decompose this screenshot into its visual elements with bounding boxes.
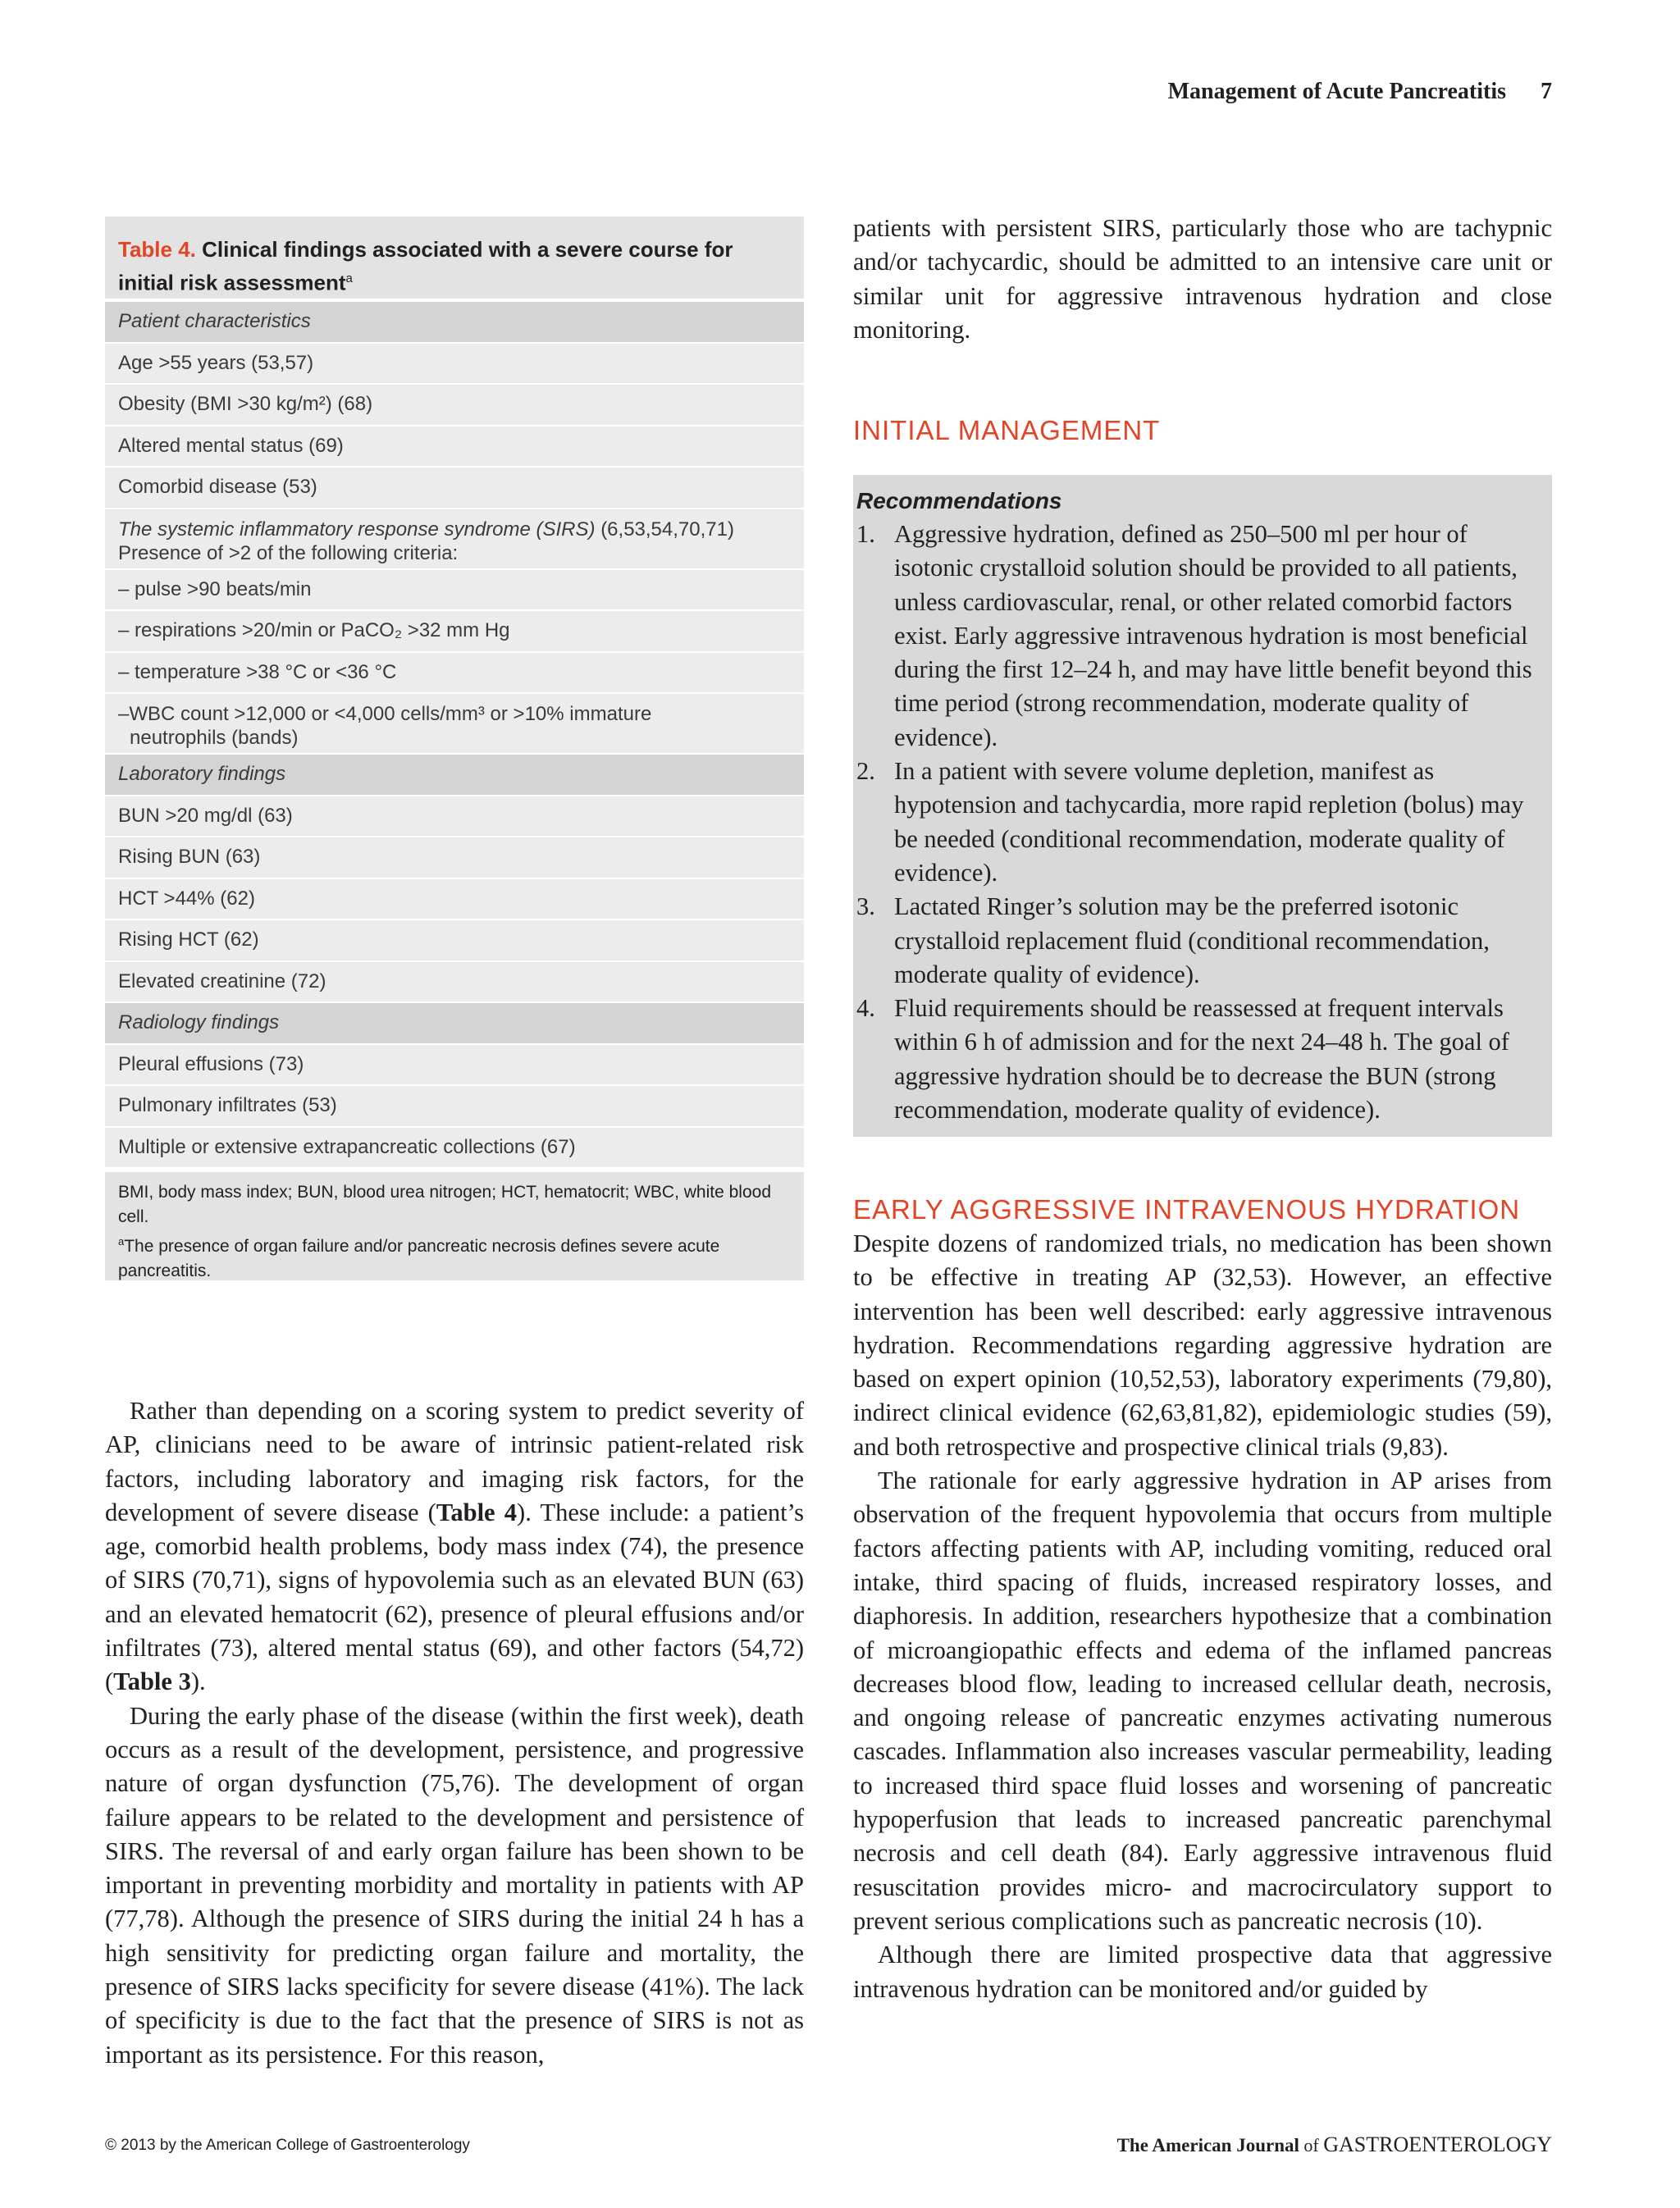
table-caption-text: Clinical findings associated with a severe course for initial risk assessment — [118, 237, 733, 295]
item-text: In a patient with severe volume depletion, manifest as hypotension and tachycardia, more rapid repletion (bolus) may be needed (conditional recommendation, moderate quality of evidence). — [894, 757, 1524, 887]
table-row-header: Radiology findings — [105, 1003, 804, 1045]
table-caption-sup: a — [345, 271, 353, 285]
item-text: Fluid requirements should be reassessed at frequent intervals within 6 h of admission and for the next 24–48 h. The goal of aggressive hydration should be to decrease the BUN (strong recommendation, moderate quality of evidence). — [894, 994, 1509, 1125]
paragraph: The rationale for early aggressive hydration in AP arises from observation of the frequent hypovolemia that occurs from multiple factors affecting patients with AP, including vomiting, reduced oral intake, third spacing of fluids, increased respiratory losses, and diaphoresis. In addition, researchers hypothesize that a combination of microangiopathic effects and edema of the inflamed pancreas decreases blood flow, leading to increased cellular death, necrosis, and ongoing release of pancreatic enzymes activating numerous cascades. Inflammation also increases vascular permeability, leading to increased third space fluid losses and worsening of pancreatic hypoperfusion that leads to increased pancreatic parenchymal necrosis and cell death (84). Early aggressive intravenous fluid resuscitation provides micro- and macrocirculatory support to prevent serious complications such as pancreatic necrosis (10). — [853, 1467, 1552, 1935]
table-row: Multiple or extensive extrapancreatic collections (67) — [105, 1128, 804, 1170]
item-text: Aggressive hydration, defined as 250–500 ml per hour of isotonic crystalloid solution should be provided to all patients, unless cardiovascular, renal, or other related comorbid factors exist. Early aggressive intravenous hydration is most beneficial during the first 12–24 h, and may have little benefit beyond this time period (strong recommendation, moderate quality of evidence). — [894, 520, 1532, 751]
footer-copyright: © 2013 by the American College of Gastroenterology — [105, 2137, 470, 2154]
section-heading-initial-management: INITIAL MANAGEMENT — [853, 415, 1161, 445]
item-number: 4. — [856, 994, 875, 1023]
table-footnotes — [105, 1169, 804, 1280]
item-text: Lactated Ringer’s solution may be the preferred isotonic crystalloid replacement fluid (conditional recommendation, moderate quality of evidence). — [894, 892, 1490, 988]
running-head — [1168, 79, 1552, 105]
table-row: – pulse >90 beats/min — [105, 570, 804, 612]
paragraph: During the early phase of the disease (within the first week), death occurs as a result of the development, persistence, and progressive nature of organ dysfunction (75,76). The development of organ failure appears to be related to the development and persistence of SIRS. The reversal of and early organ failure has been shown to be important in preventing morbidity and mortality in patients with AP (77,78). Although the presence of SIRS during the initial 24 h has a high sensitivity for predicting organ failure and mortality, the presence of SIRS lacks specificity for severe disease (41%). The lack of specificity is due to the fact that the presence of SIRS is not as important as its persistence. For this reason, — [105, 1701, 804, 2069]
table-row: HCT >44% (62) — [105, 879, 804, 921]
sirs-label: The systemic inflammatory response syndrome (SIRS) — [118, 518, 596, 541]
wbc-line-2: neutrophils (bands) — [130, 727, 299, 749]
table-3-ref[interactable]: Table 3 — [113, 1667, 191, 1696]
paragraph: Despite dozens of randomized trials, no medication has been shown to be effective in treating AP (32,53). However, an effective intervention has been well described: early aggressive intravenous hydration. Recommendations regarding aggressive hydration are based on expert opinion (10,52,53), laboratory experiments (79,80), indirect clinical evidence (62,63,81,82), epidemiologic studies (59), and both retrospective and prospective clinical trials (9,83). — [853, 1229, 1552, 1461]
table-row: Elevated creatinine (72) — [105, 962, 804, 1004]
recommendation-item — [856, 755, 1549, 890]
footnote-a-text: The presence of organ failure and/or pancreatic necrosis defines severe acute pancreatitis. — [118, 1237, 720, 1280]
journal-gastro: GASTROENTEROLOGY — [1323, 2133, 1552, 2156]
table-4-ref[interactable]: Table 4 — [436, 1498, 518, 1526]
paragraph: Although there are limited prospective data that aggressive intravenous hydration can be monitored and/or guided by — [853, 1941, 1552, 2003]
table-row: – respirations >20/min or PaCO₂ >32 mm Hg — [105, 611, 804, 653]
footnote-a-sup: a — [118, 1235, 125, 1248]
footnote-a — [118, 1229, 791, 1284]
recommendation-item — [856, 890, 1549, 992]
recommendations-box — [853, 475, 1552, 1137]
table-row: Rising HCT (62) — [105, 920, 804, 962]
recommendations-title: Recommendations — [856, 488, 1062, 513]
text-run: Rather than depending on a scoring system to predict severity of AP, clinicians need to be aware of intrinsic patient-related risk factors, including laboratory and imaging risk factors, for the development of severe disease ( — [105, 1397, 804, 1526]
table-4 — [105, 217, 804, 1280]
footer-journal — [1117, 2133, 1552, 2157]
table-row-header: Patient characteristics — [105, 302, 804, 344]
text-run: ). — [190, 1667, 206, 1696]
right-column-top-text — [853, 212, 1552, 347]
section-heading-early-hydration: EARLY AGGRESSIVE INTRAVENOUS HYDRATION — [853, 1194, 1521, 1225]
wbc-line-1: –WBC count >12,000 or <4,000 cells/mm³ or >10% immature — [118, 703, 652, 725]
table-row: – temperature >38 °C or <36 °C — [105, 653, 804, 695]
table-row: Pulmonary infiltrates (53) — [105, 1086, 804, 1128]
table-row-sirs — [105, 509, 804, 570]
recommendation-item — [856, 992, 1549, 1127]
sirs-criteria-intro: Presence of >2 of the following criteria: — [118, 541, 459, 564]
table-caption — [105, 217, 804, 302]
recommendation-item — [856, 518, 1549, 755]
table-row: Altered mental status (69) — [105, 427, 804, 468]
table-row-wbc — [105, 694, 804, 755]
table-row: Rising BUN (63) — [105, 837, 804, 879]
table-row: BUN >20 mg/dl (63) — [105, 796, 804, 838]
journal-of: of — [1299, 2135, 1324, 2156]
table-label: Table 4. — [118, 237, 196, 262]
right-column-body-text — [853, 1227, 1552, 2006]
table-row-header: Laboratory findings — [105, 755, 804, 796]
page-number: 7 — [1541, 79, 1552, 104]
table-row: Obesity (BMI >30 kg/m²) (68) — [105, 385, 804, 427]
item-number: 2. — [856, 757, 875, 786]
table-row: Age >55 years (53,57) — [105, 344, 804, 385]
table-row: Pleural effusions (73) — [105, 1045, 804, 1087]
item-number: 1. — [856, 520, 875, 548]
table-row: Comorbid disease (53) — [105, 468, 804, 509]
sirs-refs: (6,53,54,70,71) — [600, 518, 734, 541]
text-run: ). These include: a patient’s age, comorbid health problems, body mass index (74), the presence of SIRS (70,71), signs of hypovolemia such as an elevated BUN (63) and an elevated hematocrit (62), presence of pleural effusions and/or infiltrates (73), altered mental status (69), and other factors (54,72) ( — [105, 1498, 804, 1696]
paragraph: patients with persistent SIRS, particularly those who are tachypnic and/or tachycardic, should be admitted to an intensive care unit or similar unit for aggressive intravenous hydration and close monitoring. — [853, 214, 1552, 344]
paragraph — [105, 1394, 804, 1699]
running-head-title: Management of Acute Pancreatitis — [1167, 79, 1506, 104]
footnote-abbreviations: BMI, body mass index; BUN, blood urea nitrogen; HCT, hematocrit; WBC, white blood cell. — [118, 1183, 772, 1226]
left-column-text — [105, 1394, 804, 2072]
item-number: 3. — [856, 892, 875, 921]
journal-name: The American Journal — [1116, 2135, 1299, 2156]
